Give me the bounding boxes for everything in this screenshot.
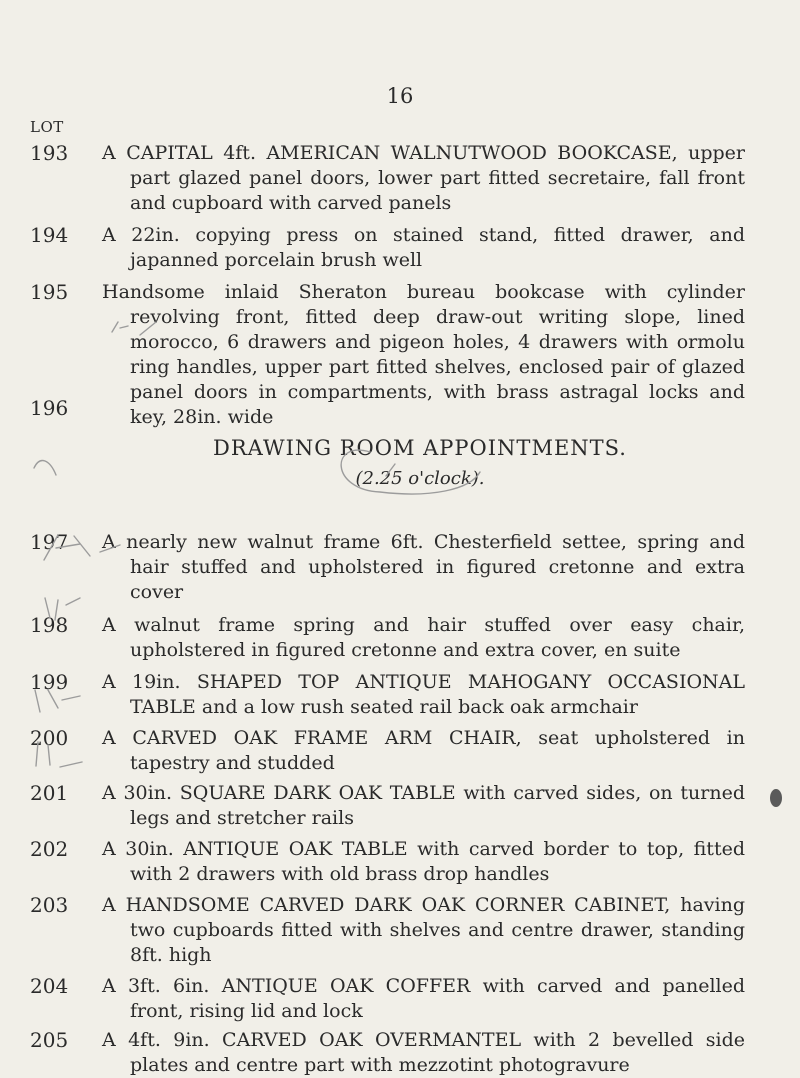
- lot-number: 197: [30, 530, 69, 554]
- lot-description: A nearly new walnut frame 6ft. Chesterfield settee, spring and hair stuffed and upholstered in figured cretonne and extra cover: [102, 531, 745, 603]
- lot-column-header: LOT: [30, 118, 64, 136]
- lot-description: A CAPITAL 4ft. AMERICAN WALNUTWOOD BOOKCASE, upper part glazed panel doors, lower part fitted secretaire, fall front and cupboard with carved panels: [102, 142, 745, 214]
- lot-number: 194: [30, 223, 69, 247]
- lot-description: A 22in. copying press on stained stand, fitted drawer, and japanned porcelain brush well: [102, 224, 745, 271]
- lot-description: Handsome inlaid Sheraton bureau bookcase with cylinder revolving front, fitted deep draw-out writing slope, lined morocco, 6 drawers and pigeon holes, 4 drawers with ormolu ring handles, upper part fitted shelves, enclosed pair of glazed panel doors in compartments, with brass astragal locks and key, 28in. wide: [102, 281, 745, 428]
- lot-description: A walnut frame spring and hair stuffed over easy chair, upholstered in figured cretonne and extra cover, en suite: [102, 614, 745, 661]
- lot-description: A CARVED OAK FRAME ARM CHAIR, seat upholstered in tapestry and studded: [102, 727, 745, 774]
- lot-number: 199: [30, 670, 69, 694]
- lot-description: A 30in. ANTIQUE OAK TABLE with carved border to top, fitted with 2 drawers with old brass drop handles: [102, 838, 745, 885]
- lot-number: 198: [30, 613, 69, 637]
- page-number: 16: [386, 84, 414, 108]
- lot-number: 193: [30, 141, 69, 165]
- section-time: (2.25 o'clock).: [355, 468, 485, 489]
- lot-description: A 30in. SQUARE DARK OAK TABLE with carved sides, on turned legs and stretcher rails: [102, 782, 745, 829]
- lot-number: 195: [30, 280, 69, 304]
- lot-description: A 3ft. 6in. ANTIQUE OAK COFFER with carved and panelled front, rising lid and lock: [102, 975, 745, 1022]
- lot-description: A HANDSOME CARVED DARK OAK CORNER CABINET, having two cupboards fitted with shelves and centre drawer, standing 8ft. high: [102, 894, 745, 966]
- lot-number: 196: [30, 396, 69, 420]
- lot-description: A 19in. SHAPED TOP ANTIQUE MAHOGANY OCCASIONAL TABLE and a low rush seated rail back oak armchair: [102, 671, 745, 718]
- section-title: DRAWING ROOM APPOINTMENTS.: [213, 436, 627, 460]
- lot-number: 200: [30, 726, 69, 750]
- lot-number: 205: [30, 1028, 69, 1052]
- lot-number: 204: [30, 974, 69, 998]
- lot-number: 202: [30, 837, 69, 861]
- lot-number: 203: [30, 893, 69, 917]
- lot-number: 201: [30, 781, 69, 805]
- lot-description: A 4ft. 9in. CARVED OAK OVERMANTEL with 2 bevelled side plates and centre part with mezzotint photogravure: [102, 1029, 745, 1076]
